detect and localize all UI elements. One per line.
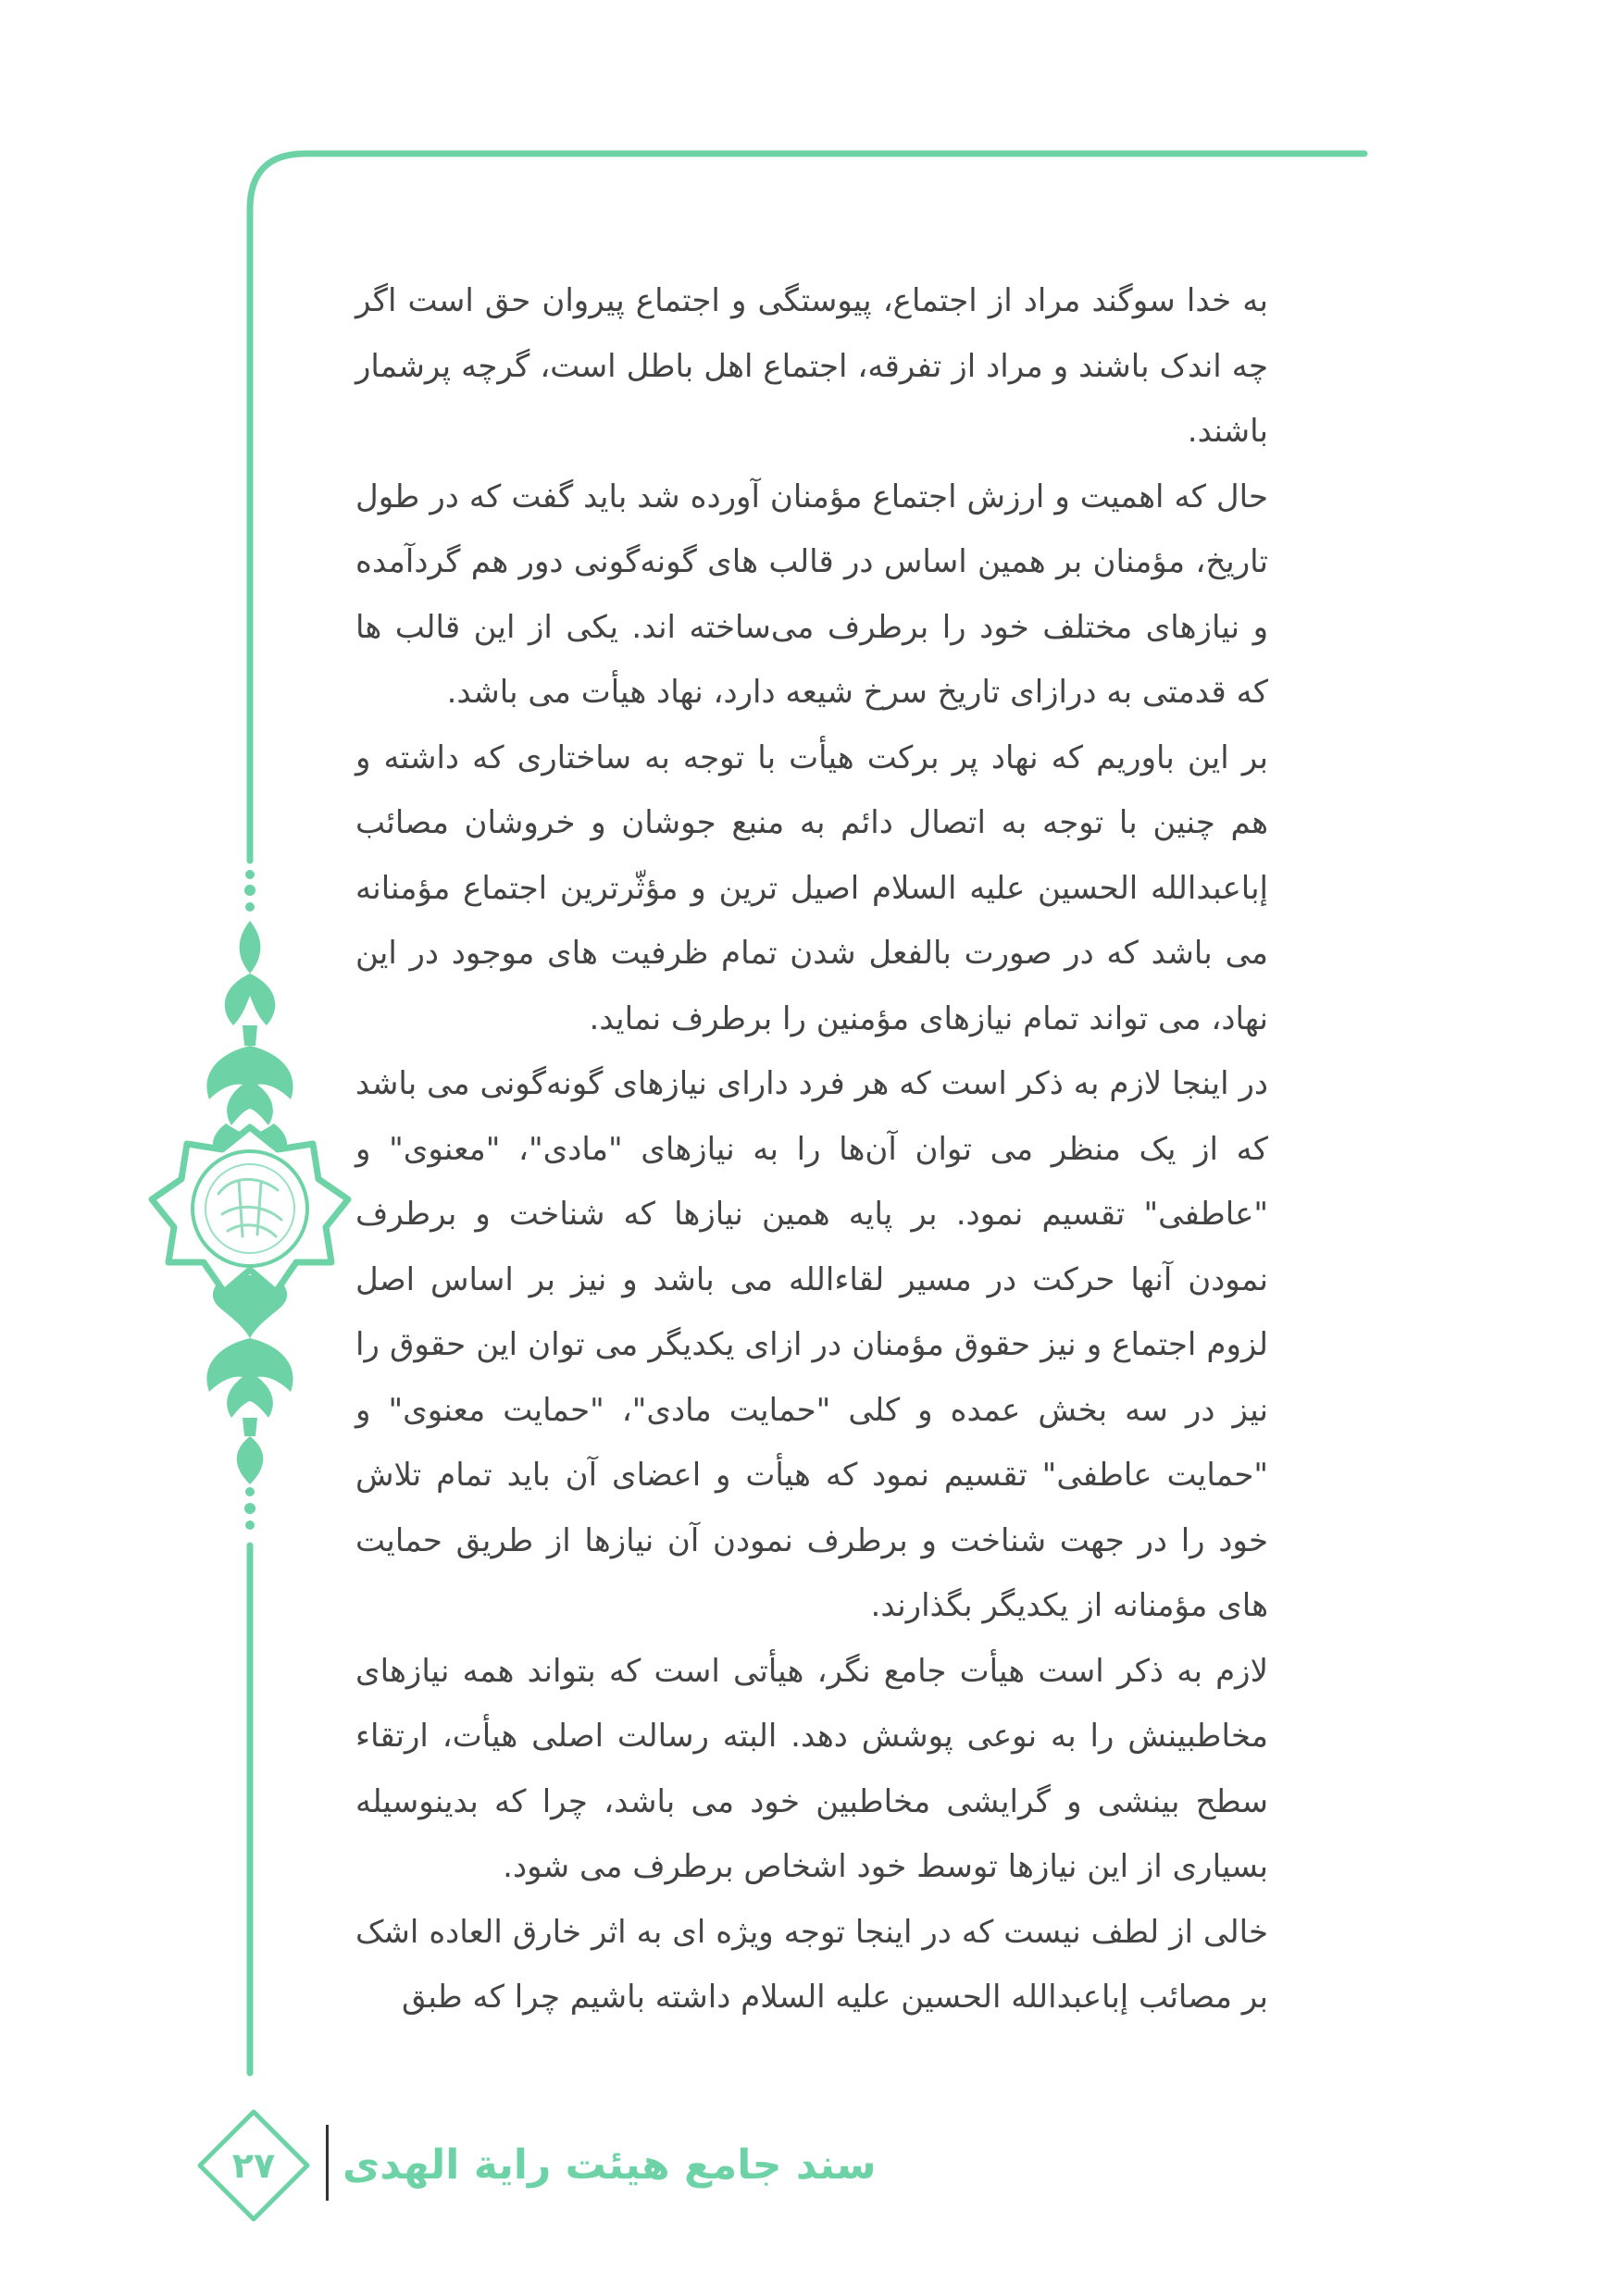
calligraphy-medallion-icon <box>152 1127 348 1292</box>
paragraph: به خدا سوگند مراد از اجتماع، پیوستگی و اجتماع پیروان حق است اگر چه اندک باشند و مراد از تفرقه، اجتماع اهل باطل است، گرچه پرشمار باشند. <box>355 282 1268 450</box>
page-number: ۲۷ <box>231 2145 276 2186</box>
paragraph: لازم به ذکر است هیأت جامع نگر، هیأتی است که بتواند همه نیازهای مخاطبینش را به نوعی پوشش دهد. البته رسالت اصلی هیأت، ارتقاء سطح بینشی و گرایشی مخاطبین خود می باشد، چرا که بدینوسیله بسیاری از این نیازها توسط خود اشخاص برطرف می شود. <box>355 1652 1268 1885</box>
paragraph: بر این باوریم که نهاد پر برکت هیأت با توجه به ساختاری که داشته و هم چنین با توجه به اتصال دائم به منبع جوشان و خروشان مصائب إباعبدالله الحسین علیه السلام اصیل ترین و مؤثّرترین اجتماع مؤمنانه می باشد که در صورت بالفعل شدن تمام ظرفیت های موجود در این نهاد، می تواند تمام نیازهای مؤمنین را برطرف نماید. <box>355 738 1268 1037</box>
paragraph: در اینجا لازم به ذکر است که هر فرد دارای نیازهای گونه‌گونی می باشد که از یک منظر می توان آن‌ها را به نیازهای "مادی"، "معنوی" و "عاطفی" تقسیم نمود. بر پایه همین نیازها که شناخت و برطرف نمودن آنها حرکت در مسیر لقاءالله می باشد و نیز بر اساس اصل لزوم اجتماع و نیز حقوق مؤمنان در ازای یکدیگر می توان این حقوق را نیز در سه بخش عمده و کلی "حمایت مادی"، "حمایت معنوی" و "حمایت عاطفی" تقسیم نمود که هیأت و اعضای آن باید تمام تلاش خود را در جهت شناخت و برطرف نمودن آن نیازها از طریق حمایت های مؤمنانه از یکدیگر بگذارند. <box>355 1065 1268 1624</box>
paragraph: حال که اهمیت و ارزش اجتماع مؤمنان آورده شد باید گفت که در طول تاریخ، مؤمنان بر همین اساس در قالب های گونه‌گونی دور هم گردآمده و نیازهای مختلف خود را برطرف می‌ساخته اند. یکی از این قالب ها که قدمتی به درازای تاریخ سرخ شیعه دارد، نهاد هیأت می باشد. <box>355 478 1268 711</box>
body-text <box>355 268 1268 2030</box>
paragraph: خالی از لطف نیست که در اینجا توجه ویژه ای به اثر خارق العاده اشک بر مصائب إباعبدالله الحسین علیه السلام داشته باشیم چرا که طبق <box>355 1913 1268 2016</box>
book-title: سند جامع هیئت رایة الهدی <box>342 2141 877 2189</box>
footer-divider <box>326 2125 329 2201</box>
